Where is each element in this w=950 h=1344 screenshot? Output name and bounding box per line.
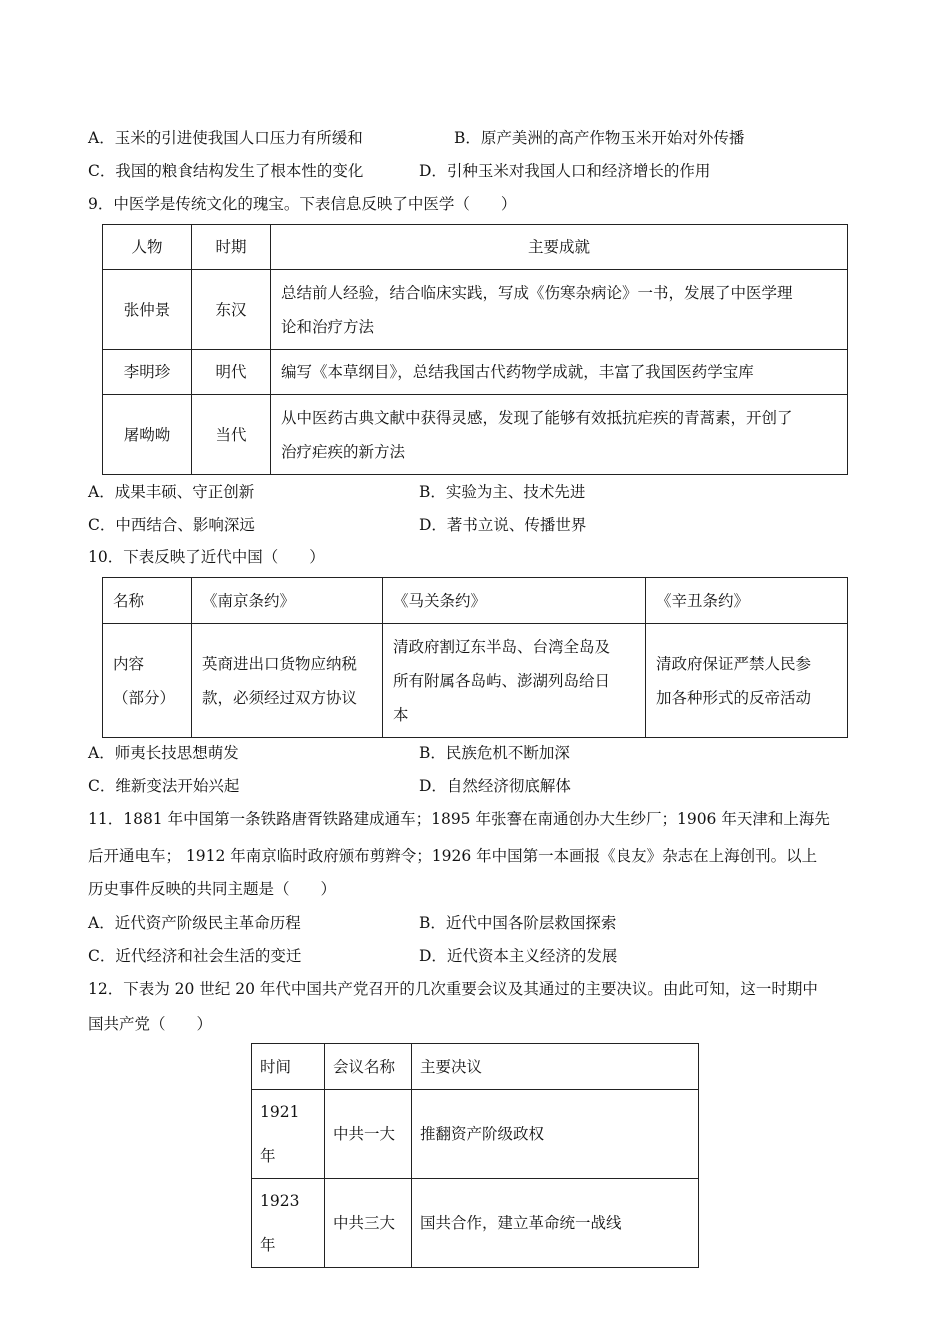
q10-options-row-2: [88, 775, 868, 797]
q9-row2-person: 李明珍: [103, 350, 192, 395]
q9-row2-period: 明代: [192, 350, 271, 395]
table-row: [103, 395, 848, 475]
q11-stem-line3: 历史事件反映的共同主题是（ ）: [88, 880, 337, 898]
q9-header-achievement: 主要成就: [271, 225, 848, 270]
q11-stem-line2: 后开通电车； 1912 年南京临时政府颁布剪辫令；1926 年中国第一本画报《良友》杂志在上海创刊。以上: [88, 847, 818, 865]
q9-option-c[interactable]: C．中西结合、影响深远: [88, 516, 255, 534]
q9-row2-achievement: 编写《本草纲目》，总结我国古代药物学成就，丰富了我国医药学宝库: [271, 350, 848, 395]
q12-row1-time: 1921 年: [252, 1090, 325, 1179]
q9-header-person: 人物: [103, 225, 192, 270]
table-row: [252, 1090, 699, 1179]
q9-row1-person: 张仲景: [103, 270, 192, 350]
q9-option-a[interactable]: A．成果丰硕、守正创新: [88, 483, 255, 501]
q9-row1-period: 东汉: [192, 270, 271, 350]
q10-stem: 10．下表反映了近代中国（ ）: [88, 548, 325, 566]
q10-option-d[interactable]: D．自然经济彻底解体: [419, 777, 571, 795]
q10-row-label-line2: （部分）: [113, 688, 176, 707]
q10-row-label-line1: 内容: [113, 654, 145, 673]
q8-option-c[interactable]: C．我国的粮食结构发生了根本性的变化: [88, 162, 364, 180]
q9-header-period: 时期: [192, 225, 271, 270]
q10-maguan-content: [383, 624, 646, 738]
q9-row3-period: 当代: [192, 395, 271, 475]
q9-row3-achievement: [271, 395, 848, 475]
table-header-row: [252, 1044, 699, 1090]
q10-row-label: [103, 624, 192, 738]
q8-option-a[interactable]: A．玉米的引进使我国人口压力有所缓和: [88, 129, 363, 147]
q10-header-xinchou: 《辛丑条约》: [646, 578, 848, 624]
q10-xinchou-line2: 加各种形式的反帝活动: [656, 688, 812, 707]
q11-option-d[interactable]: D．近代资本主义经济的发展: [419, 947, 618, 965]
q12-header-time: 时间: [252, 1044, 325, 1090]
q9-options-row-2: [88, 514, 868, 536]
q9-row3-achievement-line1: 从中医药古典文献中获得灵感，发现了能够有效抵抗疟疾的青蒿素，开创了: [281, 408, 793, 427]
q10-option-a[interactable]: A．师夷长技思想萌发: [88, 744, 239, 762]
q10-maguan-line3: 本: [393, 705, 409, 724]
q10-nanjing-content: [192, 624, 383, 738]
q8-options-row-1: [88, 127, 868, 149]
q10-maguan-line1: 清政府割辽东半岛、台湾全岛及: [393, 637, 611, 656]
q9-stem: 9．中医学是传统文化的瑰宝。下表信息反映了中医学（ ）: [88, 195, 517, 213]
q8-option-b[interactable]: B．原产美洲的高产作物玉米开始对外传播: [454, 129, 745, 147]
q11-option-a[interactable]: A．近代资产阶级民主革命历程: [88, 914, 301, 932]
table-header-row: [103, 225, 848, 270]
q12-row2-resolution: 国共合作，建立革命统一战线: [412, 1179, 699, 1268]
q9-options-row-1: [88, 481, 868, 503]
q12-header-meeting: 会议名称: [325, 1044, 412, 1090]
table-row: [103, 624, 848, 738]
q10-nanjing-line1: 英商进出口货物应纳税: [202, 654, 358, 673]
q10-table: [102, 577, 848, 738]
q11-option-b[interactable]: B．近代中国各阶层救国探索: [419, 914, 617, 932]
q11-options-row-1: [88, 912, 868, 934]
q9-row1-achievement: [271, 270, 848, 350]
q12-header-resolution: 主要决议: [412, 1044, 699, 1090]
q10-xinchou-content: [646, 624, 848, 738]
q10-maguan-line2: 所有附属各岛屿、澎湖列岛给日: [393, 671, 611, 690]
q10-nanjing-line2: 款，必须经过双方协议: [202, 688, 358, 707]
q9-row3-achievement-line2: 治疗疟疾的新方法: [281, 442, 406, 461]
q12-row1-meeting: 中共一大: [325, 1090, 412, 1179]
q12-row2-time: 1923 年: [252, 1179, 325, 1268]
q9-option-b[interactable]: B．实验为主、技术先进: [419, 483, 586, 501]
q11-stem-line1: 11．1881 年中国第一条铁路唐胥铁路建成通车；1895 年张謇在南通创办大生纱厂；1906 年天津和上海先: [88, 810, 830, 828]
q9-table: [102, 224, 848, 475]
q12-stem-line2: 国共产党（ ）: [88, 1015, 213, 1033]
q12-table: [251, 1043, 699, 1268]
table-header-row: [103, 578, 848, 624]
q10-header-nanjing: 《南京条约》: [192, 578, 383, 624]
table-row: [103, 350, 848, 395]
q8-option-d[interactable]: D．引种玉米对我国人口和经济增长的作用: [419, 162, 711, 180]
q9-row1-achievement-line2: 论和治疗方法: [281, 317, 375, 336]
q9-row3-person: 屠呦呦: [103, 395, 192, 475]
q12-row2-meeting: 中共三大: [325, 1179, 412, 1268]
q8-options-row-2: [88, 160, 868, 182]
q12-stem-line1: 12．下表为 20 世纪 20 年代中国共产党召开的几次重要会议及其通过的主要决议。由此可知，这一时期中: [88, 980, 818, 998]
table-row: [252, 1179, 699, 1268]
q10-xinchou-line1: 清政府保证严禁人民参: [656, 654, 812, 673]
q12-row1-resolution: 推翻资产阶级政权: [412, 1090, 699, 1179]
q11-options-row-2: [88, 945, 868, 967]
q10-option-b[interactable]: B．民族危机不断加深: [419, 744, 570, 762]
q10-header-name: 名称: [103, 578, 192, 624]
q9-row1-achievement-line1: 总结前人经验，结合临床实践，写成《伤寒杂病论》一书，发展了中医学理: [281, 283, 793, 302]
q11-option-c[interactable]: C．近代经济和社会生活的变迁: [88, 947, 302, 965]
q10-header-maguan: 《马关条约》: [383, 578, 646, 624]
q9-option-d[interactable]: D．著书立说、传播世界: [419, 516, 587, 534]
table-row: [103, 270, 848, 350]
q10-option-c[interactable]: C．维新变法开始兴起: [88, 777, 240, 795]
q10-options-row-1: [88, 742, 868, 764]
